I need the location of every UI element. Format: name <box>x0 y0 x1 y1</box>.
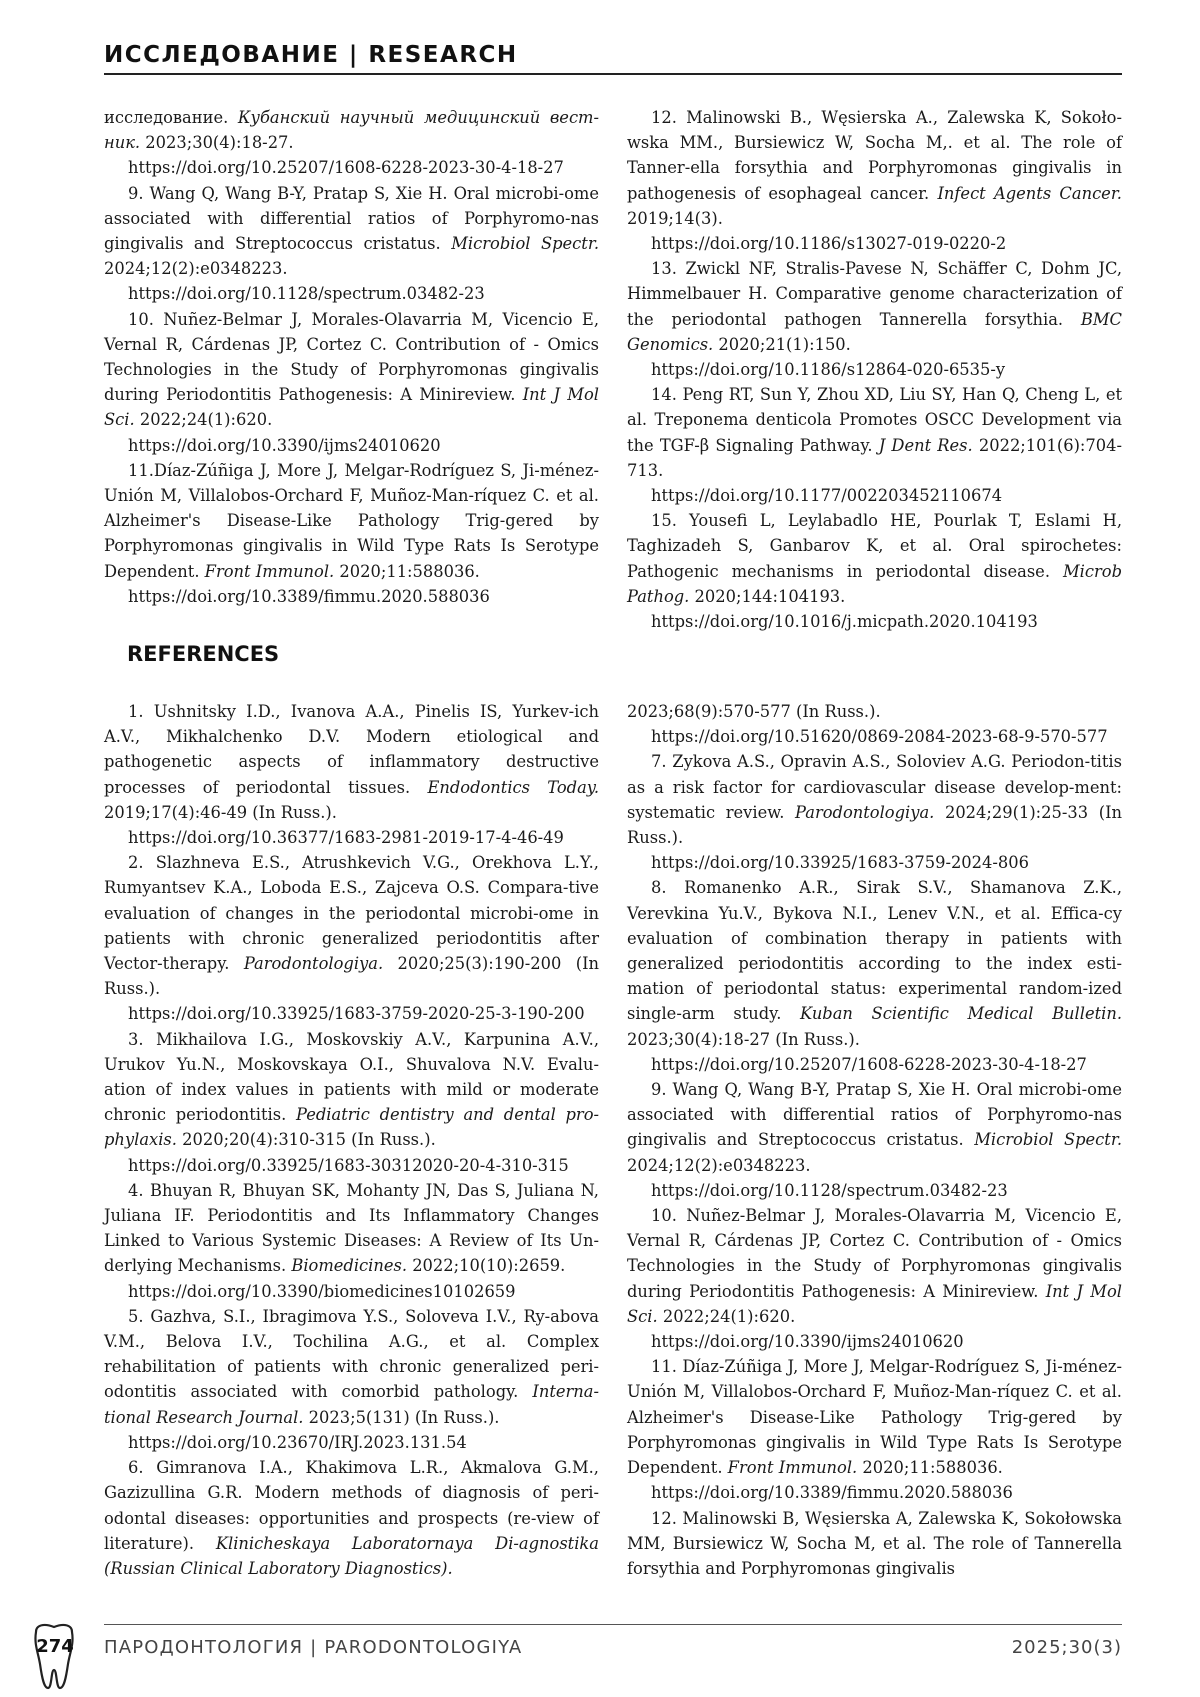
reference-entry <box>627 875 1122 1051</box>
reference-text: 1. Ushnitsky I.D., Ivanova A.A., Pinelis IS, Yurkev-ich A.V., Mikhalchenko D.V. Modern etiological and pathogenetic aspects of inflammatory destructive processes of periodontal tissues. <box>104 702 599 797</box>
reference-entry <box>104 181 599 282</box>
reference-entry <box>104 1027 599 1153</box>
reference-text: исследование. <box>104 108 238 127</box>
journal-title: Klinicheskaya Laboratornaya Di-agnostika (Russian Clinical Laboratory Diagnostics). <box>104 1533 600 1578</box>
reference-text: 15. Yousefi L, Leylabadlo HE, Pourlak T, Eslami H, Taghizadeh S, Ganbarov K, et al. Oral spirochetes: Pathogenic mechanisms in periodontal disease. <box>627 511 1122 581</box>
reference-text: 14. Peng RT, Sun Y, Zhou XD, Liu SY, Han Q, Cheng L, et al. Treponema denticola Promotes OSCC Development via the TGF-β Signaling Pathway. <box>627 385 1122 455</box>
reference-text: 2022;101(6):704-713. <box>627 435 1122 480</box>
reference-text: 2020;11:588036. <box>334 561 480 581</box>
doi-link: https://doi.org/10.33925/1683-3759-2020-25-3-190-200 <box>128 1004 585 1024</box>
doi-link: https://doi.org/10.3390/biomedicines10102659 <box>128 1281 516 1301</box>
reference-entry <box>104 1178 599 1279</box>
journal-title: Pediatric dentistry and dental pro-phylaxis. <box>104 1105 599 1150</box>
reference-entry <box>104 850 599 1001</box>
reference-text: 10. Nuñez-Belmar J, Morales-Olavarria M, Vicencio E, Vernal R, Cárdenas JP, Cortez C. Contribution of - Omics Technologies in the Study of Porphyromonas gingivalis during Periodontitis Pathogenesis: A Minireview. <box>104 309 599 405</box>
reference-text: 2020;25(3):190-200 (In Russ.). <box>104 954 599 999</box>
reference-entry <box>104 1455 599 1581</box>
column-top-left <box>104 105 599 609</box>
references-heading: REFERENCES <box>127 642 280 666</box>
journal-title: Infect Agents Cancer. <box>937 183 1122 203</box>
journal-title: Parodontologiya. <box>243 954 384 974</box>
reference-text: 2024;29(1):25-33 (In Russ.). <box>627 802 1122 848</box>
doi-link: https://doi.org/10.3389/fimmu.2020.588036 <box>128 586 490 606</box>
reference-text: 11.Díaz-Zúñiga J, More J, Melgar-Rodríguez S, Ji-ménez-Unión M, Villalobos-Orchard F, Muñoz-Man-ríquez C. et al. Alzheimer's Disease-Like Pathology Trig-gered by Porphyromonas gingivalis in Wild Type Rats Is Serotype Dependent. <box>104 460 599 581</box>
doi-link: https://doi.org/10.3389/fimmu.2020.588036 <box>651 1483 1013 1503</box>
reference-text: 2020;20(4):310-315 (In Russ.). <box>176 1130 436 1150</box>
reference-entry <box>104 699 599 825</box>
doi-link: https://doi.org/10.33925/1683-3759-2024-806 <box>651 853 1029 873</box>
journal-title: Parodontologiya. <box>795 802 935 822</box>
reference-text: 2019;17(4):46-49 (In Russ.). <box>104 802 337 822</box>
reference-entry <box>627 382 1122 483</box>
doi-link: https://doi.org/10.25207/1608-6228-2023-30-4-18-27 <box>128 158 564 178</box>
journal-title: Кубанский научный медицинский вест-ник. <box>104 108 599 153</box>
reference-entry <box>627 1354 1122 1480</box>
reference-entry <box>627 105 1122 231</box>
reference-text: 4. Bhuyan R, Bhuyan SK, Mohanty JN, Das S, Juliana N, Juliana IF. Periodontitis and Its Inflammatory Changes Linked to Various Systemic Diseases: A Review of Its Un-derlying Mechanisms. <box>104 1180 599 1276</box>
journal-title: Int J Mol Sci. <box>627 1281 1122 1326</box>
section-header: ИССЛЕДОВАНИЕ | RESEARCH <box>104 42 518 68</box>
reference-text: 2023;5(131) (In Russ.). <box>303 1407 500 1427</box>
reference-entry <box>627 749 1122 850</box>
reference-text: 12. Malinowski B., Węsierska A., Zalewska K, Sokoło-wska MM., Bursiewicz W, Socha M,. et al. The role of Tanner-ella forsythia and Porphyromonas gingivalis in pathogenesis of esophageal cancer. <box>627 108 1122 203</box>
column-bottom-left <box>104 699 599 1581</box>
tooth-icon <box>28 1622 80 1692</box>
journal-title: Biomedicines. <box>291 1256 408 1276</box>
doi-link: https://doi.org/10.3390/ijms24010620 <box>651 1332 964 1352</box>
reference-text: 2020;21(1):150. <box>713 334 851 354</box>
doi-link: https://doi.org/10.1186/s13027-019-0220-2 <box>651 234 1007 254</box>
reference-text: 2020;144:104193. <box>689 586 846 606</box>
reference-text: 13. Zwickl NF, Stralis-Pavese N, Schäffer C, Dohm JC, Himmelbauer H. Comparative genome characterization of the periodontal pathogen Tannerella forsythia. <box>627 259 1122 329</box>
reference-text: 2022;24(1):620. <box>657 1306 796 1326</box>
reference-text: 9. Wang Q, Wang B-Y, Pratap S, Xie H. Oral microbi-ome associated with differential ratios of Porphyromo-nas gingivalis and Streptococcus cristatus. <box>104 183 599 254</box>
reference-entry <box>627 1077 1122 1178</box>
reference-text: 2023;30(4):18-27 (In Russ.). <box>627 1029 860 1049</box>
journal-title: Int J Mol Sci. <box>104 385 599 430</box>
reference-text: 8. Romanenko A.R., Sirak S.V., Shamanova Z.K., Verevkina Yu.V., Bykova N.I., Lenev V.N., et al. Effica-cy evaluation of combination therapy in patients with generalized periodontitis according to the index esti-mation of periodontal status: experimental random-ized single-arm study. <box>627 878 1122 1024</box>
header-divider <box>104 73 1122 75</box>
reference-entry <box>627 256 1122 357</box>
doi-link: https://doi.org/10.1016/j.micpath.2020.104193 <box>651 612 1038 632</box>
reference-entry <box>627 1506 1122 1582</box>
reference-text: 2023;68(9):570-577 (In Russ.). <box>627 702 881 721</box>
journal-title: Microbiol Spectr. <box>974 1130 1123 1150</box>
reference-text: 10. Nuñez-Belmar J, Morales-Olavarria M, Vicencio E, Vernal R, Cárdenas JP, Cortez C. Contribution of - Omics Technologies in the Study of Porphyromonas gingivalis during Periodontitis Pathogenesis: A Minireview. <box>627 1206 1122 1301</box>
doi-link: https://doi.org/10.1186/s12864-020-6535-y <box>651 360 1006 380</box>
journal-title: Microbiol Spectr. <box>451 234 600 254</box>
journal-title: Interna-tional Research Journal. <box>104 1382 599 1427</box>
reference-text: 2023;30(4):18-27. <box>140 133 294 153</box>
reference-entry <box>104 458 599 584</box>
reference-text: 2024;12(2):e0348223. <box>104 259 288 279</box>
doi-link: https://doi.org/10.1128/spectrum.03482-23 <box>651 1180 1008 1200</box>
doi-link: https://doi.org/10.3390/ijms24010620 <box>128 435 441 455</box>
journal-title: Front Immunol. <box>727 1458 858 1478</box>
reference-text: 2019;14(3). <box>627 208 723 228</box>
reference-entry <box>104 1304 599 1430</box>
journal-title: Endodontics Today. <box>427 777 599 797</box>
issue-info: 2025;30(3) <box>1011 1637 1122 1658</box>
journal-title: Front Immunol. <box>204 561 335 581</box>
reference-continuation <box>627 699 1122 724</box>
doi-link: https://doi.org/10.51620/0869-2084-2023-68-9-570-577 <box>651 727 1108 747</box>
journal-title: BMC Genomics. <box>627 309 1122 354</box>
column-bottom-right <box>627 699 1122 1581</box>
reference-text: 6. Gimranova I.A., Khakimova L.R., Akmalova G.M., Gazizullina G.R. Modern methods of diagnosis of peri-odontal diseases: opportunities and prospects (re-view of literature). <box>104 1458 599 1553</box>
reference-text: 11. Díaz-Zúñiga J, More J, Melgar-Rodríguez S, Ji-ménez-Unión M, Villalobos-Orchard F, Muñoz-Man-ríquez C. et al. Alzheimer's Disease-Like Pathology Trig-gered by Porphyromonas gingivalis in Wild Type Rats Is Serotype Dependent. <box>627 1357 1122 1478</box>
journal-title: J Dent Res. <box>878 435 973 455</box>
reference-text: 2022;24(1):620. <box>134 410 273 430</box>
reference-text: 2. Slazhneva E.S., Atrushkevich V.G., Orekhova L.Y., Rumyantsev K.A., Loboda E.S., Zajceva O.S. Compara-tive evaluation of changes in the periodontal microbi-ome in patients with chronic generalized periodontitis after Vector-therapy. <box>104 853 599 974</box>
reference-entry <box>104 307 599 433</box>
doi-link: https://doi.org/10.1128/spectrum.03482-23 <box>128 284 485 304</box>
page-number: 274 <box>36 1636 74 1657</box>
doi-link: https://doi.org/10.1177/002203452110674 <box>651 486 1003 506</box>
journal-title: Kuban Scientific Medical Bulletin. <box>800 1004 1123 1024</box>
reference-continuation <box>104 105 599 155</box>
doi-link: https://doi.org/10.23670/IRJ.2023.131.54 <box>128 1432 467 1452</box>
column-top-right <box>627 105 1122 634</box>
doi-link: https://doi.org/0.33925/1683-30312020-20-4-310-315 <box>128 1155 569 1175</box>
reference-text: 3. Mikhailova I.G., Moskovskiy A.V., Karpunina A.V., Urukov Yu.N., Moskovskaya O.I., Shuvalova N.V. Evalu-ation of index values in patients with mild or moderate chronic periodontitis. <box>104 1029 599 1125</box>
doi-link: https://doi.org/10.36377/1683-2981-2019-17-4-46-49 <box>128 828 564 848</box>
reference-text: 9. Wang Q, Wang B-Y, Pratap S, Xie H. Oral microbi-ome associated with differential ratios of Porphyromo-nas gingivalis and Streptococcus cristatus. <box>627 1080 1122 1150</box>
doi-link: https://doi.org/10.25207/1608-6228-2023-30-4-18-27 <box>651 1054 1087 1074</box>
journal-title: Microb Pathog. <box>627 561 1122 606</box>
reference-text: 2020;11:588036. <box>857 1458 1003 1478</box>
reference-entry <box>627 1203 1122 1329</box>
reference-text: 12. Malinowski B, Węsierska A, Zalewska K, Sokołowska MM, Bursiewicz W, Socha M, et al. The role of Tannerella forsythia and Porphyromonas gingivalis <box>627 1508 1122 1578</box>
reference-text: 7. Zykova A.S., Opravin A.S., Soloviev A.G. Periodon-titis as a risk factor for cardiovascular disease develop-ment: systematic review. <box>627 752 1122 822</box>
journal-name: ПАРОДОНТОЛОГИЯ | PARODONTOLOGIYA <box>104 1637 523 1658</box>
reference-text: 2024;12(2):e0348223. <box>627 1155 811 1175</box>
reference-text: 2022;10(10):2659. <box>407 1256 566 1276</box>
footer-divider <box>104 1624 1122 1625</box>
reference-entry <box>627 508 1122 609</box>
reference-text: 5. Gazhva, S.I., Ibragimova Y.S., Soloveva I.V., Ry-abova V.M., Belova I.V., Tochilina A.G., et al. Complex rehabilitation of patients with chronic generalized peri-odontitis associated with comorbid pathology. <box>104 1306 599 1402</box>
